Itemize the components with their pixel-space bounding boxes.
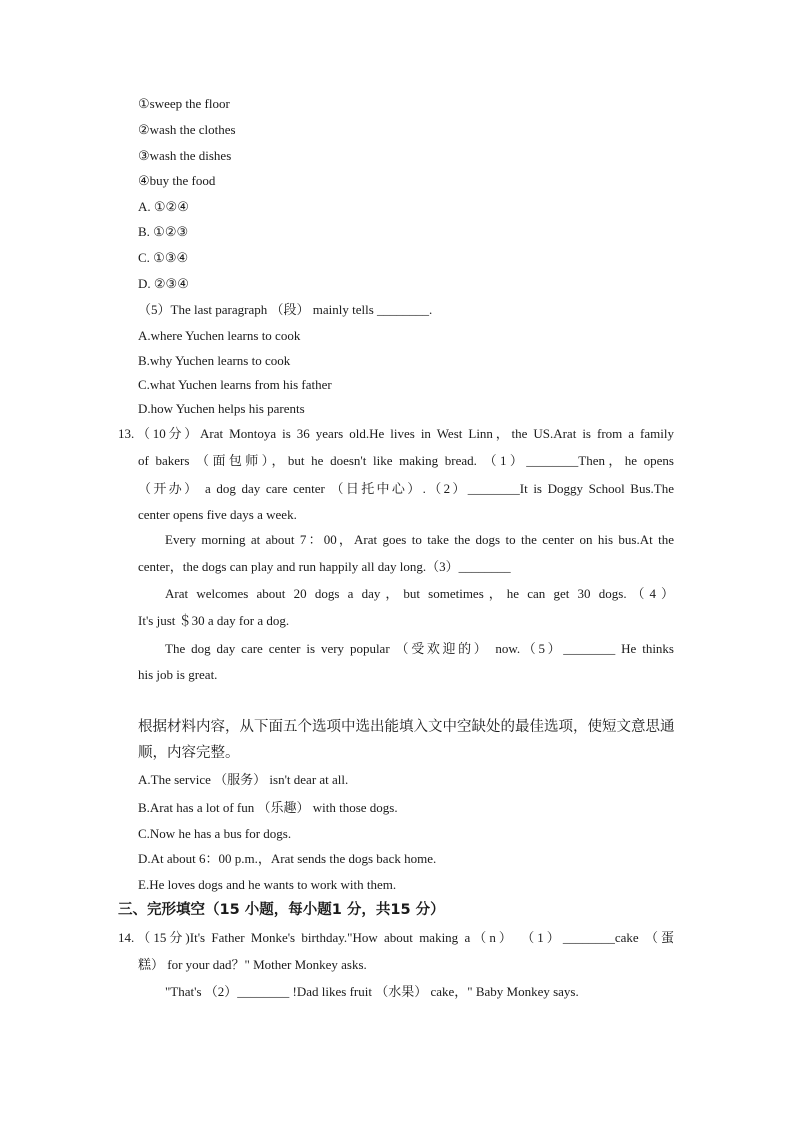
q13-option-d: D.At about 6：00 p.m.，Arat sends the dogs back home. xyxy=(138,851,437,866)
q13-line-1: 13.（10分）Arat Montoya is 36 years old.He lives in West Linn，the US.Arat is from a family xyxy=(118,426,674,441)
q13-line-3: （开办） a dog day care center （日托中心）.（2）________It is Doggy School Bus.The xyxy=(138,481,674,496)
q12-choice-c: C. ①③④ xyxy=(138,250,189,265)
q13-option-c: C.Now he has a bus for dogs. xyxy=(138,826,292,841)
q12-5-choice-c: C.what Yuchen learns from his father xyxy=(138,377,332,392)
q12-5-stem: （5）The last paragraph （段） mainly tells ________. xyxy=(138,302,433,317)
q13-option-e: E.He loves dogs and he wants to work with them. xyxy=(138,877,397,892)
q12-option-3: ③wash the dishes xyxy=(138,148,232,163)
q13-line-6: center，the dogs can play and run happily all day long.（3）________ xyxy=(138,559,511,574)
q13-instruction: 根据材料内容，从下面五个选项中选出能填入文中空缺处的最佳选项，使短文意思通顺，内容完整。 xyxy=(138,719,675,761)
q13-line-10: his job is great. xyxy=(138,667,218,682)
q13-line-8: It's just ＄30 a day for a dog. xyxy=(138,613,290,628)
q14-line-3: "That's （2）________ !Dad likes fruit （水果） cake，" Baby Monkey says. xyxy=(165,984,579,999)
q12-5-choice-b: B.why Yuchen learns to cook xyxy=(138,353,291,368)
q13-line-2: of bakers （面包师），but he doesn't like making bread. （1）________Then，he opens xyxy=(138,453,674,468)
q12-5-choice-d: D.how Yuchen helps his parents xyxy=(138,401,305,416)
q13-line-9: The dog day care center is very popular （受欢迎的） now.（5）________ He thinks xyxy=(165,641,674,656)
q13-line-7: Arat welcomes about 20 dogs a day，but sometimes，he can get 30 dogs.（4） xyxy=(165,586,674,601)
section-heading: 三、完形填空（15 小题，每小题1 分，共15 分） xyxy=(118,902,445,918)
q12-option-4: ④buy the food xyxy=(138,173,216,188)
q12-choice-a: A. ①②④ xyxy=(138,199,189,214)
q13-line-5: Every morning at about 7：00，Arat goes to take the dogs to the center on his bus.At the xyxy=(165,532,674,547)
q13-line-4: center opens five days a week. xyxy=(138,507,297,522)
q12-option-2: ②wash the clothes xyxy=(138,122,236,137)
q12-option-1: ①sweep the floor xyxy=(138,96,230,111)
q14-line-2: 糕） for your dad？" Mother Monkey asks. xyxy=(138,957,367,972)
q12-choice-d: D. ②③④ xyxy=(138,276,189,291)
q13-option-a: A.The service （服务） isn't dear at all. xyxy=(138,772,349,787)
q13-option-b: B.Arat has a lot of fun （乐趣） with those dogs. xyxy=(138,800,398,815)
q12-choice-b: B. ①②③ xyxy=(138,224,189,239)
q12-5-choice-a: A.where Yuchen learns to cook xyxy=(138,328,301,343)
q14-line-1: 14.（15分)It's Father Monke's birthday."How about making a（n） （1）________cake （蛋 xyxy=(118,930,674,945)
